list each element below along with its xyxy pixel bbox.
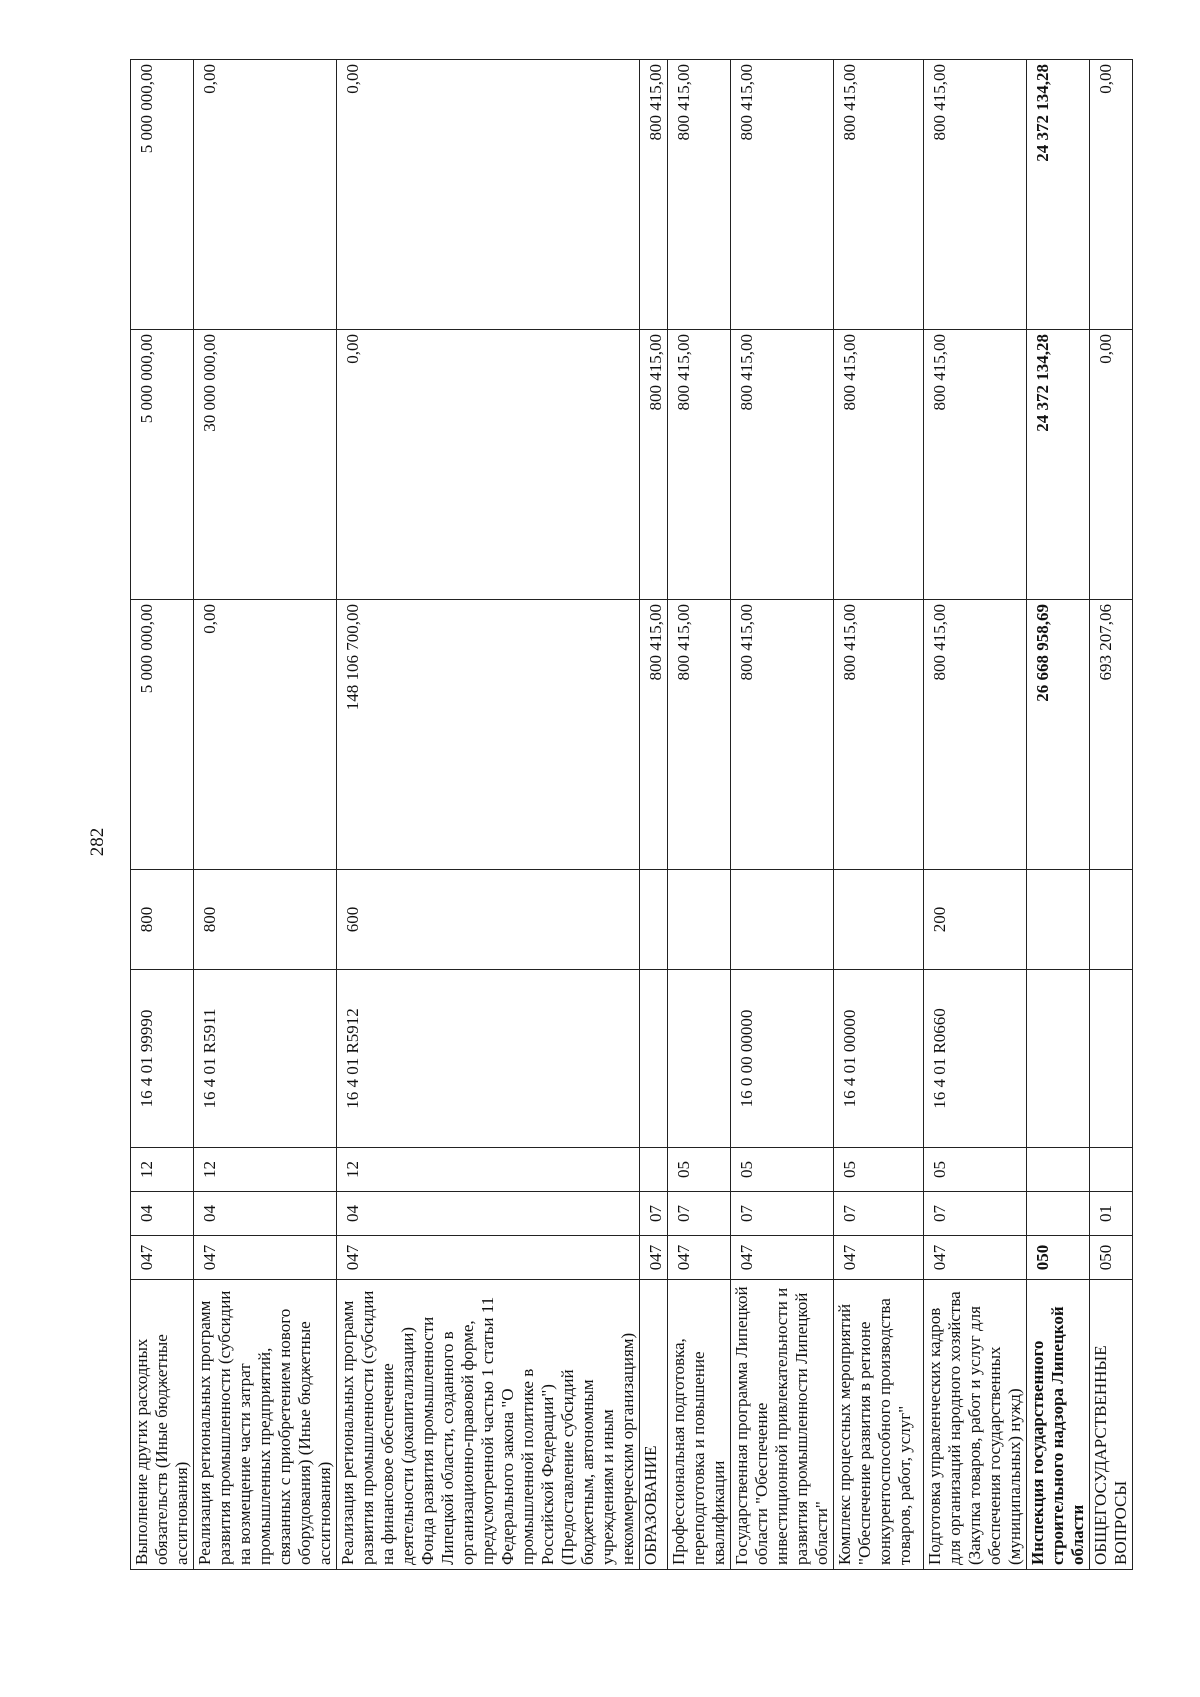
cell-amount-year2: 30 000 000,00 — [194, 330, 337, 600]
cell-vr — [640, 870, 668, 970]
cell-pr — [1090, 1148, 1133, 1192]
cell-name: Инспекция государственного строительного надзора Липецкой области — [1027, 1280, 1090, 1570]
cell-ved: 047 — [731, 1236, 834, 1280]
cell-vr — [731, 870, 834, 970]
cell-vr: 800 — [131, 870, 194, 970]
table-row — [194, 60, 337, 1570]
cell-pr: 05 — [924, 1148, 1027, 1192]
cell-amount-year3: 800 415,00 — [834, 60, 924, 330]
cell-ved: 047 — [834, 1236, 924, 1280]
cell-amount-year1: 800 415,00 — [668, 600, 731, 870]
cell-amount-year3: 24 372 134,28 — [1027, 60, 1090, 330]
cell-name: ОБЩЕГОСУДАРСТВЕННЫЕ ВОПРОСЫ — [1090, 1280, 1133, 1570]
table-row — [668, 60, 731, 1570]
table-row — [1090, 60, 1133, 1570]
table-row — [1027, 60, 1090, 1570]
cell-amount-year1: 800 415,00 — [731, 600, 834, 870]
cell-amount-year3: 0,00 — [194, 60, 337, 330]
cell-rz: 04 — [131, 1192, 194, 1236]
cell-csr — [1027, 970, 1090, 1148]
cell-vr — [1027, 870, 1090, 970]
cell-amount-year2: 0,00 — [1090, 330, 1133, 600]
cell-amount-year3: 800 415,00 — [668, 60, 731, 330]
cell-pr: 05 — [834, 1148, 924, 1192]
cell-name: Выполнение других расходных обязательств (Иные бюджетные ассигнования) — [131, 1280, 194, 1570]
cell-name: Реализация региональных программ развития промышленности (субсидии на финансовое обеспечение деятельности (докапитализации) Фонда развития промышленности Липецкой области, созданного в организационно-правовой форме, предусмотренной частью 1 статьи 11 Федерального закона "О промышленной политике в Российской Федерации") (Предоставление субсидий бюджетным, автономным учреждениям и иным некоммерческим организациям) — [337, 1280, 640, 1570]
cell-ved: 047 — [668, 1236, 731, 1280]
cell-amount-year2: 800 415,00 — [834, 330, 924, 600]
cell-name: Государственная программа Липецкой области "Обеспечение инвестиционной привлекательности и развития промышленности Липецкой области" — [731, 1280, 834, 1570]
cell-ved: 047 — [131, 1236, 194, 1280]
cell-rz: 04 — [337, 1192, 640, 1236]
cell-amount-year1: 800 415,00 — [924, 600, 1027, 870]
table-row — [640, 60, 668, 1570]
cell-vr: 600 — [337, 870, 640, 970]
cell-name: Подготовка управленческих кадров для организаций народного хозяйства (Закупка товаров, работ и услуг для обеспечения государственных (муниципальных) нужд) — [924, 1280, 1027, 1570]
cell-name: Реализация региональных программ развития промышленности (субсидии на возмещение части затрат промышленных предприятий, связанных с приобретением нового оборудования) (Иные бюджетные ассигнования) — [194, 1280, 337, 1570]
cell-vr: 200 — [924, 870, 1027, 970]
cell-pr: 12 — [194, 1148, 337, 1192]
cell-rz: 01 — [1090, 1192, 1133, 1236]
cell-name: Профессиональная подготовка, переподготовка и повышение квалификации — [668, 1280, 731, 1570]
cell-ved: 047 — [640, 1236, 668, 1280]
cell-rz: 04 — [194, 1192, 337, 1236]
table-row — [131, 60, 194, 1570]
cell-amount-year1: 26 668 958,69 — [1027, 600, 1090, 870]
cell-rz: 07 — [731, 1192, 834, 1236]
cell-name: ОБРАЗОВАНИЕ — [640, 1280, 668, 1570]
table-row — [834, 60, 924, 1570]
cell-amount-year1: 693 207,06 — [1090, 600, 1133, 870]
cell-csr: 16 4 01 R0660 — [924, 970, 1027, 1148]
cell-ved: 047 — [924, 1236, 1027, 1280]
cell-amount-year3: 0,00 — [1090, 60, 1133, 330]
cell-amount-year2: 24 372 134,28 — [1027, 330, 1090, 600]
cell-csr: 16 4 01 R5911 — [194, 970, 337, 1148]
cell-ved: 050 — [1090, 1236, 1133, 1280]
cell-rz: 07 — [640, 1192, 668, 1236]
table-row — [731, 60, 834, 1570]
cell-rz: 07 — [668, 1192, 731, 1236]
table-row — [924, 60, 1027, 1570]
budget-table — [130, 59, 1133, 1570]
cell-pr: 12 — [131, 1148, 194, 1192]
cell-pr: 12 — [337, 1148, 640, 1192]
cell-vr — [668, 870, 731, 970]
cell-ved: 047 — [337, 1236, 640, 1280]
cell-amount-year2: 5 000 000,00 — [131, 330, 194, 600]
cell-ved: 050 — [1027, 1236, 1090, 1280]
rotated-page — [130, 60, 1200, 1570]
cell-amount-year3: 5 000 000,00 — [131, 60, 194, 330]
cell-csr: 16 4 01 99990 — [131, 970, 194, 1148]
cell-pr: 05 — [668, 1148, 731, 1192]
cell-csr: 16 4 01 R5912 — [337, 970, 640, 1148]
table-body — [131, 60, 1133, 1570]
cell-pr — [1027, 1148, 1090, 1192]
cell-amount-year1: 148 106 700,00 — [337, 600, 640, 870]
cell-pr: 05 — [731, 1148, 834, 1192]
cell-amount-year3: 0,00 — [337, 60, 640, 330]
cell-amount-year1: 0,00 — [194, 600, 337, 870]
cell-vr — [1090, 870, 1133, 970]
cell-amount-year2: 800 415,00 — [668, 330, 731, 600]
cell-amount-year2: 800 415,00 — [731, 330, 834, 600]
page-number: 282 — [87, 827, 108, 857]
cell-csr: 16 4 01 00000 — [834, 970, 924, 1148]
cell-amount-year2: 0,00 — [337, 330, 640, 600]
cell-amount-year3: 800 415,00 — [731, 60, 834, 330]
cell-amount-year1: 800 415,00 — [834, 600, 924, 870]
cell-csr — [1090, 970, 1133, 1148]
cell-amount-year2: 800 415,00 — [924, 330, 1027, 600]
cell-amount-year1: 800 415,00 — [640, 600, 668, 870]
cell-ved: 047 — [194, 1236, 337, 1280]
table-row — [337, 60, 640, 1570]
cell-csr: 16 0 00 00000 — [731, 970, 834, 1148]
cell-amount-year1: 5 000 000,00 — [131, 600, 194, 870]
cell-amount-year2: 800 415,00 — [640, 330, 668, 600]
cell-pr — [640, 1148, 668, 1192]
cell-vr — [834, 870, 924, 970]
cell-rz — [1027, 1192, 1090, 1236]
cell-csr — [668, 970, 731, 1148]
cell-amount-year3: 800 415,00 — [924, 60, 1027, 330]
cell-csr — [640, 970, 668, 1148]
cell-rz: 07 — [924, 1192, 1027, 1236]
cell-amount-year3: 800 415,00 — [640, 60, 668, 330]
cell-name: Комплекс процессных мероприятий "Обеспечение развития в регионе конкурентоспособного производства товаров, работ, услуг" — [834, 1280, 924, 1570]
cell-rz: 07 — [834, 1192, 924, 1236]
cell-vr: 800 — [194, 870, 337, 970]
